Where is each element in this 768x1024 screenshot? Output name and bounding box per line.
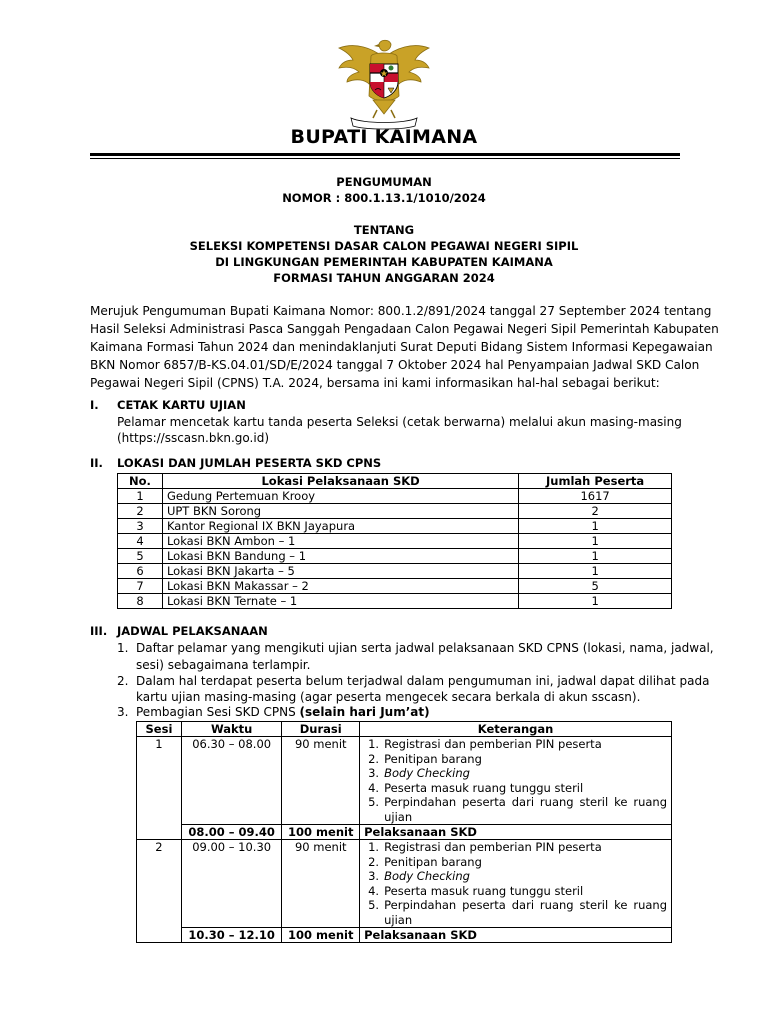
row-no: 3 <box>118 519 163 534</box>
table-row <box>118 534 672 549</box>
col-header-waktu: Waktu <box>181 722 281 737</box>
item-text <box>136 704 430 720</box>
table-row <box>118 519 672 534</box>
intro-line: BKN Nomor 6857/B-KS.04.01/SD/E/2024 tanggal 7 Oktober 2024 hal Penyampaian Jadwal SKD Calon <box>90 358 700 372</box>
intro-line: Kaimana Formasi Tahun 2024 dan menindaklanjuti Surat Deputi Bidang Sistem Informasi Kepegawaian <box>90 340 713 354</box>
header-rule-thick <box>90 153 680 156</box>
row-location: Gedung Pertemuan Krooy <box>162 489 518 504</box>
location-table-header <box>118 474 672 489</box>
list-item: 5. Perpindahan peserta dari ruang steril ke ruang ujian <box>368 898 667 927</box>
row-location: Lokasi BKN Makassar – 2 <box>162 579 518 594</box>
table-row <box>137 840 672 928</box>
announcement-about: TENTANG <box>353 223 415 237</box>
row-location: Lokasi BKN Ambon – 1 <box>162 534 518 549</box>
announcement-subject-line: FORMASI TAHUN ANGGARAN 2024 <box>273 271 495 285</box>
steps-list <box>364 840 667 927</box>
col-header-durasi: Durasi <box>282 722 360 737</box>
session-time: 09.00 – 10.30 <box>181 840 281 928</box>
item-text: Dalam hal terdapat peserta belum terjadwal dalam pengumuman ini, jadwal dapat dilihat pada <box>136 674 710 688</box>
col-header-count: Jumlah Peserta <box>519 474 672 489</box>
item-text: sesi) sebagaimana terlampir. <box>136 658 311 672</box>
intro-line: Pegawai Negeri Sipil (CPNS) T.A. 2024, bersama ini kami informasikan hal-hal sebagai berikut: <box>90 376 660 390</box>
item-number: 3. <box>117 705 129 719</box>
row-count: 1 <box>519 549 672 564</box>
row-count: 1 <box>519 564 672 579</box>
section-2-number: II. <box>90 456 103 470</box>
session-number: 2 <box>137 840 182 943</box>
col-header-no: No. <box>118 474 163 489</box>
col-header-keterangan: Keterangan <box>360 722 672 737</box>
row-count: 5 <box>519 579 672 594</box>
item-number: 1. <box>117 641 129 655</box>
row-no: 6 <box>118 564 163 579</box>
row-count: 1 <box>519 534 672 549</box>
exam-time: 08.00 – 09.40 <box>181 825 281 840</box>
intro-line: Hasil Seleksi Administrasi Pasca Sanggah Pengadaan Calon Pegawai Negeri Sipil Pemerintah Kabupaten <box>90 322 719 336</box>
section-1-link: (https://sscasn.bkn.go.id) <box>117 431 270 445</box>
row-no: 8 <box>118 594 163 609</box>
row-count: 1 <box>519 519 672 534</box>
list-item: 4. Peserta masuk ruang tunggu steril <box>368 780 584 795</box>
table-row <box>118 549 672 564</box>
exam-duration: 100 menit <box>282 825 360 840</box>
table-row <box>137 928 672 943</box>
row-location: Lokasi BKN Bandung – 1 <box>162 549 518 564</box>
section-1-text: Pelamar mencetak kartu tanda peserta Seleksi (cetak berwarna) melalui akun masing-masing <box>117 415 682 429</box>
row-no: 1 <box>118 489 163 504</box>
exam-description: Pelaksanaan SKD <box>360 928 672 943</box>
list-item: 4. Peserta masuk ruang tunggu steril <box>368 883 584 898</box>
exam-duration: 100 menit <box>282 928 360 943</box>
row-no: 4 <box>118 534 163 549</box>
section-2-title: LOKASI DAN JUMLAH PESERTA SKD CPNS <box>117 456 382 470</box>
table-row <box>118 489 672 504</box>
row-no: 7 <box>118 579 163 594</box>
steps-list <box>364 737 667 824</box>
exam-description: Pelaksanaan SKD <box>360 825 672 840</box>
table-row <box>118 504 672 519</box>
header-title: BUPATI KAIMANA <box>290 126 478 148</box>
list-item: 1. Registrasi dan pemberian PIN peserta <box>368 840 602 854</box>
col-header-location: Lokasi Pelaksanaan SKD <box>162 474 518 489</box>
list-item: 3. Body Checking <box>368 766 470 780</box>
list-item: 2. Penitipan barang <box>368 751 482 766</box>
item-text-plain: Pembagian Sesi SKD CPNS <box>136 705 300 719</box>
section-3-number: III. <box>90 624 108 638</box>
row-count: 1 <box>519 594 672 609</box>
exam-time: 10.30 – 12.10 <box>181 928 281 943</box>
row-count: 1617 <box>519 489 672 504</box>
announcement-label: PENGUMUMAN <box>336 175 432 189</box>
session-duration: 90 menit <box>282 840 360 928</box>
announcement-subject-line: DI LINGKUNGAN PEMERINTAH KABUPATEN KAIMANA <box>215 255 553 269</box>
garuda-emblem-icon <box>333 38 435 130</box>
section-3-title: JADWAL PELAKSANAAN <box>117 624 268 638</box>
table-row <box>137 737 672 825</box>
location-table <box>117 473 672 609</box>
item-text: kartu ujian masing-masing (agar peserta mengecek secara berkala di akun sscasn). <box>136 690 641 704</box>
table-row <box>118 594 672 609</box>
list-item: 3. Body Checking <box>368 869 470 883</box>
intro-paragraph <box>90 302 719 392</box>
session-steps <box>360 737 672 825</box>
table-row <box>118 564 672 579</box>
list-item: 1. Registrasi dan pemberian PIN peserta <box>368 737 602 751</box>
row-no: 5 <box>118 549 163 564</box>
session-steps <box>360 840 672 928</box>
table-row <box>137 825 672 840</box>
announcement-subject-line: SELEKSI KOMPETENSI DASAR CALON PEGAWAI NEGERI SIPIL <box>189 239 579 253</box>
session-number: 1 <box>137 737 182 840</box>
item-number: 2. <box>117 674 129 688</box>
row-location: UPT BKN Sorong <box>162 504 518 519</box>
row-count: 2 <box>519 504 672 519</box>
row-location: Kantor Regional IX BKN Jayapura <box>162 519 518 534</box>
header-rule-thin <box>90 158 680 159</box>
intro-line: Merujuk Pengumuman Bupati Kaimana Nomor: 800.1.2/891/2024 tanggal 27 September 2024 tentang <box>90 304 712 318</box>
session-time: 06.30 – 08.00 <box>181 737 281 825</box>
section-1-title: CETAK KARTU UJIAN <box>117 398 246 412</box>
row-location: Lokasi BKN Jakarta – 5 <box>162 564 518 579</box>
row-no: 2 <box>118 504 163 519</box>
schedule-table <box>136 721 672 943</box>
table-row <box>118 579 672 594</box>
section-1-number: I. <box>90 398 99 412</box>
row-location: Lokasi BKN Ternate – 1 <box>162 594 518 609</box>
announcement-number: NOMOR : 800.1.13.1/1010/2024 <box>282 191 486 205</box>
list-item: 5. Perpindahan peserta dari ruang steril ke ruang ujian <box>368 795 667 824</box>
item-text: Daftar pelamar yang mengikuti ujian serta jadwal pelaksanaan SKD CPNS (lokasi, nama, jadwal, <box>136 641 714 655</box>
item-text-bold: (selain hari Jum’at) <box>299 705 430 719</box>
col-header-sesi: Sesi <box>137 722 182 737</box>
list-item: 2. Penitipan barang <box>368 854 482 869</box>
schedule-table-header <box>137 722 672 737</box>
session-duration: 90 menit <box>282 737 360 825</box>
